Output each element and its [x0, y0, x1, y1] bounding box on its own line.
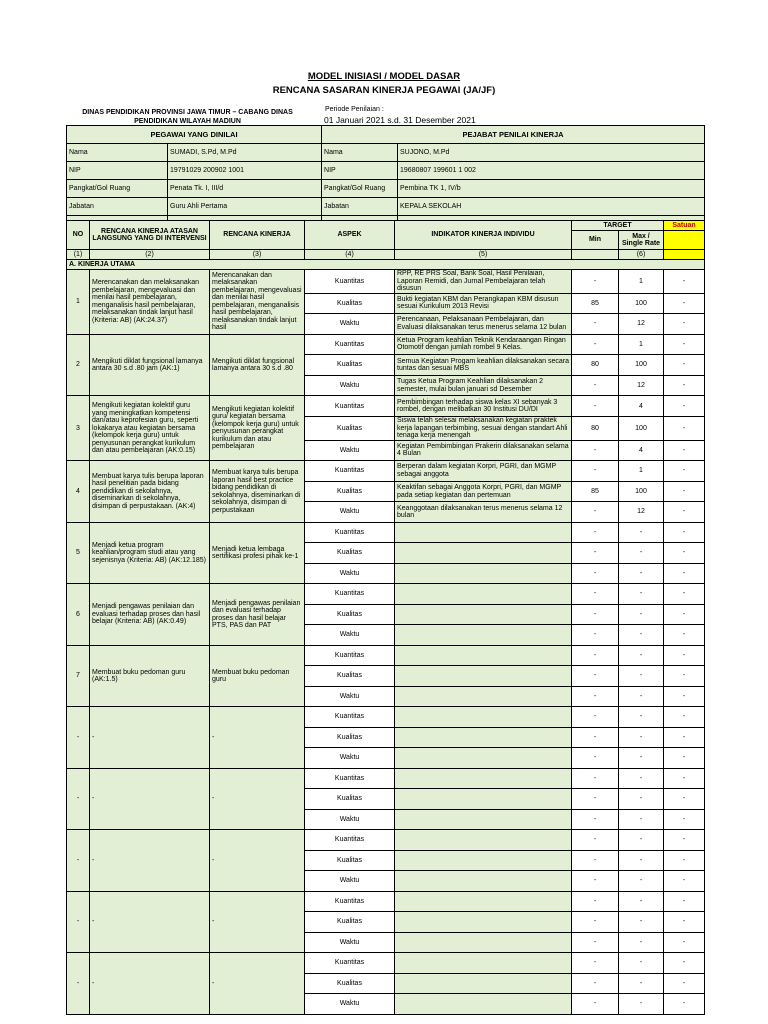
indikator-cell: Semua Kegiatan Progam keahlian dilaksanakan secara tuntas dan sesuai MBS	[395, 355, 572, 376]
aspek-cell: Waktu	[305, 625, 395, 646]
row-number: 1	[67, 270, 90, 335]
rencana-atasan-cell: -	[90, 707, 210, 769]
evaluator-value: SUJONO, M.Pd	[398, 144, 705, 162]
satuan-cell: -	[664, 666, 705, 687]
rencana-kinerja-cell: Mengikuti kegiatan kolektif guru/ kegiatan bersama (kelompok kerja guru) untuk penyusunan perangkat kurikulum dan atau pembelajaran	[210, 396, 305, 461]
target-max-cell: 1	[619, 270, 664, 294]
aspek-cell: Kualitas	[305, 666, 395, 687]
satuan-cell: -	[664, 830, 705, 851]
target-max-cell: -	[619, 563, 664, 584]
target-min-cell: 85	[572, 481, 619, 502]
table-row	[67, 830, 705, 851]
satuan-cell: -	[664, 912, 705, 933]
target-min-cell: -	[572, 809, 619, 830]
target-min-cell: -	[572, 563, 619, 584]
row-number: -	[67, 891, 90, 953]
aspek-cell: Waktu	[305, 686, 395, 707]
target-min-cell: -	[572, 375, 619, 396]
aspek-cell: Waktu	[305, 440, 395, 461]
table-row	[67, 396, 705, 417]
target-max-cell: -	[619, 768, 664, 789]
target-min-cell: -	[572, 932, 619, 953]
row-number: 5	[67, 522, 90, 584]
aspek-cell: Kuantitas	[305, 768, 395, 789]
target-min-cell: -	[572, 789, 619, 810]
target-max-cell: 100	[619, 481, 664, 502]
target-min-cell: -	[572, 891, 619, 912]
target-max-cell: 1	[619, 461, 664, 482]
rencana-atasan-cell: Membuat buku pedoman guru (AK:1.5)	[90, 645, 210, 707]
target-min-cell: -	[572, 871, 619, 892]
col-header-min: Min	[572, 231, 619, 250]
target-max-cell: 100	[619, 417, 664, 441]
satuan-cell: -	[664, 563, 705, 584]
target-max-cell: -	[619, 707, 664, 728]
target-min-cell: -	[572, 396, 619, 417]
col-header-rencana-kinerja: RENCANA KINERJA	[210, 221, 305, 250]
target-min-cell: -	[572, 768, 619, 789]
target-max-cell: -	[619, 871, 664, 892]
satuan-cell: -	[664, 891, 705, 912]
table-row	[67, 891, 705, 912]
evaluator-value: KEPALA SEKOLAH	[398, 198, 705, 216]
target-max-cell: -	[619, 645, 664, 666]
aspek-cell: Kualitas	[305, 789, 395, 810]
column-number: (5)	[395, 250, 572, 260]
target-min-cell: -	[572, 830, 619, 851]
target-min-cell: -	[572, 522, 619, 543]
target-min-cell: -	[572, 850, 619, 871]
rencana-atasan-cell: Merencanakan dan melaksanakan pembelajaran, mengevaluasi dan menilai hasil pembelajaran, menganalisis hasil pembelajaran, melaksanakan tindak lanjut hasil (Kriteria: AB) (AK:24.37)	[90, 270, 210, 335]
satuan-cell: -	[664, 748, 705, 769]
satuan-cell: -	[664, 871, 705, 892]
row-number: 6	[67, 584, 90, 646]
evaluated-label: NIP	[67, 162, 168, 180]
evaluated-employee-header: PEGAWAI YANG DINILAI	[67, 126, 322, 144]
evaluator-value: 19680807 199601 1 002	[398, 162, 705, 180]
indikator-cell: Kegiatan Pembimbingan Prakerin dilaksanakan selama 4 Bulan	[395, 440, 572, 461]
indikator-cell	[395, 953, 572, 974]
satuan-cell: -	[664, 314, 705, 335]
indikator-cell	[395, 789, 572, 810]
target-max-cell: 100	[619, 293, 664, 314]
target-min-cell: -	[572, 912, 619, 933]
rencana-kinerja-cell: Menjadi pengawas penilaian dan evaluasi terhadap proses dan hasil belajar PTS, PAS dan PAT	[210, 584, 305, 646]
satuan-cell: -	[664, 625, 705, 646]
rencana-kinerja-cell: Mengikuti diklat fungsional lamanya antara 30 s.d .80	[210, 334, 305, 396]
rencana-atasan-cell: Mengikuti diklat fungsional lamanya antara 30 s.d .80 jam (AK:1)	[90, 334, 210, 396]
evaluated-value: 19791029 200902 1001	[168, 162, 322, 180]
period-label: Periode Penilaian :	[325, 106, 384, 113]
aspek-cell: Kuantitas	[305, 830, 395, 851]
rencana-atasan-cell: -	[90, 830, 210, 892]
target-min-cell: -	[572, 686, 619, 707]
target-max-cell: -	[619, 543, 664, 564]
evaluated-label: Nama	[67, 144, 168, 162]
indikator-cell: Keaktifan sebagai Anggota Korpri, PGRI, dan MGMP pada setiap kegiatan dan pertemuan	[395, 481, 572, 502]
satuan-cell: -	[664, 727, 705, 748]
satuan-cell: -	[664, 994, 705, 1015]
rencana-kinerja-cell: -	[210, 891, 305, 953]
indikator-cell: Keanggotaan dilaksanakan terus menerus selama 12 bulan	[395, 502, 572, 523]
satuan-cell: -	[664, 973, 705, 994]
target-max-cell: 4	[619, 440, 664, 461]
aspek-cell: Kuantitas	[305, 334, 395, 355]
column-number: (2)	[90, 250, 210, 260]
satuan-cell: -	[664, 481, 705, 502]
col-header-rencana-atasan: RENCANA KINERJA ATASAN LANGSUNG YANG DI INTERVENSI	[90, 221, 210, 250]
evaluator-label: Pangkat/Gol Ruang	[322, 180, 398, 198]
target-min-cell: -	[572, 543, 619, 564]
table-row	[67, 953, 705, 974]
rencana-kinerja-cell: Merencanakan dan melaksanakan pembelajaran, mengevaluasi dan menilai hasil pembelajaran, menganalisis hasil pembelajaran, melaksanakan tindak lanjut hasil	[210, 270, 305, 335]
satuan-cell: -	[664, 543, 705, 564]
target-min-cell: -	[572, 461, 619, 482]
rencana-atasan-cell: -	[90, 768, 210, 830]
target-max-cell: 100	[619, 355, 664, 376]
aspek-cell: Kuantitas	[305, 891, 395, 912]
aspek-cell: Waktu	[305, 871, 395, 892]
satuan-cell: -	[664, 707, 705, 728]
aspek-cell: Kuantitas	[305, 707, 395, 728]
aspek-cell: Kualitas	[305, 912, 395, 933]
form-model-title: MODEL INISIASI / MODEL DASAR	[307, 71, 461, 82]
aspek-cell: Waktu	[305, 314, 395, 335]
aspek-cell: Waktu	[305, 994, 395, 1015]
indikator-cell	[395, 973, 572, 994]
indikator-cell: Bukti kegiatan KBM dan Perangkapan KBM disusun sesuai Kurikulum 2013 Revisi	[395, 293, 572, 314]
evaluator-value: Pembina TK 1, IV/b	[398, 180, 705, 198]
satuan-cell: -	[664, 584, 705, 605]
aspek-cell: Kualitas	[305, 293, 395, 314]
satuan-cell: -	[664, 461, 705, 482]
indikator-cell	[395, 932, 572, 953]
indikator-cell	[395, 850, 572, 871]
column-number: (4)	[305, 250, 395, 260]
target-max-cell: -	[619, 912, 664, 933]
evaluator-label: Jabatan	[322, 198, 398, 216]
satuan-cell: -	[664, 953, 705, 974]
rencana-atasan-cell: Mengikuti kegiatan kolektif guru yang meningkatkan kompetensi dan/atau keprofesian guru, seperti lokakarya atau kegiatan bersama (kelompok kerja guru) untuk penyusunan perangkat kurikulum dan atau pembelajaran (AK:0.15)	[90, 396, 210, 461]
rencana-kinerja-cell: -	[210, 707, 305, 769]
target-max-cell: -	[619, 789, 664, 810]
satuan-cell: -	[664, 440, 705, 461]
column-number-blank	[572, 250, 619, 260]
aspek-cell: Waktu	[305, 563, 395, 584]
table-row	[67, 768, 705, 789]
indikator-cell	[395, 727, 572, 748]
satuan-cell: -	[664, 502, 705, 523]
satuan-cell: -	[664, 334, 705, 355]
target-min-cell: -	[572, 270, 619, 294]
target-min-cell: -	[572, 994, 619, 1015]
satuan-cell: -	[664, 850, 705, 871]
aspek-cell: Kualitas	[305, 481, 395, 502]
target-min-cell: 85	[572, 293, 619, 314]
row-number: -	[67, 953, 90, 1015]
target-max-cell: -	[619, 584, 664, 605]
indikator-cell: Perencanaan, Pelaksanaan Pembelajaran, dan Evaluasi dilaksanakan terus menerus selama 12 bulan	[395, 314, 572, 335]
satuan-cell: -	[664, 604, 705, 625]
target-max-cell: -	[619, 666, 664, 687]
aspek-cell: Kualitas	[305, 417, 395, 441]
target-max-cell: -	[619, 748, 664, 769]
evaluated-value: Guru Ahli Pertama	[168, 198, 322, 216]
satuan-cell: -	[664, 396, 705, 417]
indikator-cell	[395, 891, 572, 912]
satuan-cell: -	[664, 768, 705, 789]
aspek-cell: Kuantitas	[305, 953, 395, 974]
aspek-cell: Kualitas	[305, 604, 395, 625]
rencana-kinerja-cell: Membuat buku pedoman guru	[210, 645, 305, 707]
target-min-cell: -	[572, 584, 619, 605]
indikator-cell	[395, 830, 572, 851]
row-number: 3	[67, 396, 90, 461]
target-max-cell: -	[619, 830, 664, 851]
table-row	[67, 522, 705, 543]
indikator-cell	[395, 686, 572, 707]
rencana-kinerja-cell: -	[210, 953, 305, 1015]
aspek-cell: Kualitas	[305, 727, 395, 748]
evaluated-label: Jabatan	[67, 198, 168, 216]
indikator-cell	[395, 707, 572, 728]
evaluated-value: Penata Tk. I, III/d	[168, 180, 322, 198]
aspek-cell: Kualitas	[305, 355, 395, 376]
aspek-cell: Kuantitas	[305, 584, 395, 605]
satuan-cell: -	[664, 375, 705, 396]
rencana-kinerja-cell: Membuat karya tulis berupa laporan hasil best practice bidang pendidikan di sekolahnya, diseminarkan di sekolahnya, disimpan di perpustakaan	[210, 461, 305, 523]
target-min-cell: -	[572, 707, 619, 728]
evaluator-header: PEJABAT PENILAI KINERJA	[322, 126, 705, 144]
col-header-max: Max / Single Rate	[619, 231, 664, 250]
column-number: (6)	[619, 250, 664, 260]
aspek-cell: Kuantitas	[305, 270, 395, 294]
evaluator-label: NIP	[322, 162, 398, 180]
aspek-cell: Kualitas	[305, 850, 395, 871]
row-number: 4	[67, 461, 90, 523]
target-min-cell: -	[572, 334, 619, 355]
section-kinerja-utama: A. KINERJA UTAMA	[67, 260, 705, 270]
target-max-cell: -	[619, 686, 664, 707]
rencana-kinerja-cell: Menjadi ketua lembaga sertifikasi profesi pihak ke-1	[210, 522, 305, 584]
satuan-cell: -	[664, 270, 705, 294]
evaluated-value: SUMADI, S.Pd, M.Pd	[168, 144, 322, 162]
target-min-cell: -	[572, 953, 619, 974]
rencana-atasan-cell: -	[90, 953, 210, 1015]
table-row	[67, 707, 705, 728]
satuan-cell: -	[664, 789, 705, 810]
table-row	[67, 645, 705, 666]
target-max-cell: -	[619, 809, 664, 830]
target-max-cell: -	[619, 932, 664, 953]
col-header-aspek: ASPEK	[305, 221, 395, 250]
identity-table	[66, 125, 705, 234]
aspek-cell: Kualitas	[305, 973, 395, 994]
aspek-cell: Waktu	[305, 502, 395, 523]
organization-name: DINAS PENDIDIKAN PROVINSI JAWA TIMUR – CABANG DINAS PENDIDIKAN WILAYAH MADIUN	[82, 109, 293, 125]
satuan-cell: -	[664, 645, 705, 666]
rencana-atasan-cell: Membuat karya tulis berupa laporan hasil penelitian pada bidang pendidikan di sekolahnya, diseminarkan di sekolahnya, disimpan di perpustakaan. (AK:4)	[90, 461, 210, 523]
row-number: -	[67, 768, 90, 830]
target-min-cell: -	[572, 666, 619, 687]
target-max-cell: -	[619, 604, 664, 625]
target-max-cell: -	[619, 891, 664, 912]
aspek-cell: Waktu	[305, 809, 395, 830]
period-value: 01 Januari 2021 s.d. 31 Desember 2021	[324, 115, 476, 125]
col-header-target: TARGET	[572, 221, 664, 231]
aspek-cell: Kuantitas	[305, 645, 395, 666]
target-max-cell: 12	[619, 314, 664, 335]
satuan-cell: -	[664, 293, 705, 314]
target-max-cell: -	[619, 850, 664, 871]
indikator-cell	[395, 871, 572, 892]
target-min-cell: -	[572, 748, 619, 769]
column-number: (1)	[67, 250, 90, 260]
indikator-cell	[395, 748, 572, 769]
table-row	[67, 584, 705, 605]
indikator-cell	[395, 912, 572, 933]
rencana-atasan-cell: Menjadi ketua program keahlian/program studi atau yang sejenisnya (Kriteria: AB) (AK:12.185)	[90, 522, 210, 584]
indikator-cell	[395, 543, 572, 564]
column-number: (3)	[210, 250, 305, 260]
form-title: RENCANA SASARAN KINERJA PEGAWAI (JA/JF)	[272, 85, 496, 96]
table-row	[67, 461, 705, 482]
indikator-cell	[395, 625, 572, 646]
indikator-cell: Pembimbingan terhadap siswa kelas XI sebanyak 3 rombel, dengan melibatkan 30 Institusi DU/DI	[395, 396, 572, 417]
indikator-cell	[395, 522, 572, 543]
evaluator-label: Nama	[322, 144, 398, 162]
aspek-cell: Kuantitas	[305, 461, 395, 482]
rencana-kinerja-cell: -	[210, 768, 305, 830]
aspek-cell: Kualitas	[305, 543, 395, 564]
satuan-cell: -	[664, 355, 705, 376]
indikator-cell: Berperan dalam kegiatan Korpri, PGRI, dan MGMP sebagai anggota	[395, 461, 572, 482]
indikator-cell: Ketua Program keahlian Teknik Kendaraangan Ringan Otomotif dengan jumlah rombel 9 Kelas.	[395, 334, 572, 355]
indikator-cell: Tugas Ketua Program Keahlian dilaksanakan 2 semester, mulai bulan januari sd Desember	[395, 375, 572, 396]
indikator-cell	[395, 994, 572, 1015]
indikator-cell	[395, 584, 572, 605]
indikator-cell	[395, 645, 572, 666]
target-min-cell: -	[572, 645, 619, 666]
performance-table	[66, 220, 705, 1015]
target-min-cell: 80	[572, 355, 619, 376]
table-row	[67, 270, 705, 294]
aspek-cell: Waktu	[305, 375, 395, 396]
target-max-cell: 12	[619, 375, 664, 396]
col-header-satuan: Satuan	[664, 221, 705, 231]
column-number-blank	[664, 250, 705, 260]
col-header-indikator: INDIKATOR KINERJA INDIVIDU	[395, 221, 572, 250]
satuan-cell: -	[664, 932, 705, 953]
target-min-cell: -	[572, 727, 619, 748]
indikator-cell	[395, 563, 572, 584]
col-header-no: NO	[67, 221, 90, 250]
target-max-cell: -	[619, 625, 664, 646]
row-number: 2	[67, 334, 90, 396]
target-max-cell: 1	[619, 334, 664, 355]
target-max-cell: 12	[619, 502, 664, 523]
satuan-cell: -	[664, 417, 705, 441]
row-number: -	[67, 707, 90, 769]
indikator-cell: Siswa telah selesai melaksanakan kegiatan praktek kerja lapangan terbimbing, sesuai dengan standart Ahli tenaga kerja menengah	[395, 417, 572, 441]
rencana-atasan-cell: -	[90, 891, 210, 953]
target-max-cell: -	[619, 522, 664, 543]
indikator-cell	[395, 809, 572, 830]
target-max-cell: -	[619, 953, 664, 974]
target-max-cell: -	[619, 727, 664, 748]
satuan-cell: -	[664, 809, 705, 830]
rencana-atasan-cell: Menjadi pengawas penilaian dan evaluasi terhadap proses dan hasil belajar (Kriteria: AB) (AK:0.49)	[90, 584, 210, 646]
indikator-cell: RPP, RE PRS Soal, Bank Soal, Hasil Penilaian, Laporan Remidi, dan Jurnal Pembelajaran telah disusun	[395, 270, 572, 294]
target-min-cell: -	[572, 973, 619, 994]
indikator-cell	[395, 666, 572, 687]
row-number: 7	[67, 645, 90, 707]
rencana-kinerja-cell: -	[210, 830, 305, 892]
indikator-cell	[395, 768, 572, 789]
target-max-cell: 4	[619, 396, 664, 417]
target-min-cell: -	[572, 625, 619, 646]
target-max-cell: -	[619, 994, 664, 1015]
table-row	[67, 334, 705, 355]
row-number: -	[67, 830, 90, 892]
aspek-cell: Kuantitas	[305, 522, 395, 543]
satuan-cell: -	[664, 522, 705, 543]
target-min-cell: 80	[572, 417, 619, 441]
target-min-cell: -	[572, 314, 619, 335]
indikator-cell	[395, 604, 572, 625]
satuan-header-fill	[664, 231, 705, 250]
target-min-cell: -	[572, 440, 619, 461]
aspek-cell: Waktu	[305, 932, 395, 953]
aspek-cell: Waktu	[305, 748, 395, 769]
target-min-cell: -	[572, 604, 619, 625]
evaluated-label: Pangkat/Gol Ruang	[67, 180, 168, 198]
satuan-cell: -	[664, 686, 705, 707]
target-max-cell: -	[619, 973, 664, 994]
target-min-cell: -	[572, 502, 619, 523]
aspek-cell: Kuantitas	[305, 396, 395, 417]
